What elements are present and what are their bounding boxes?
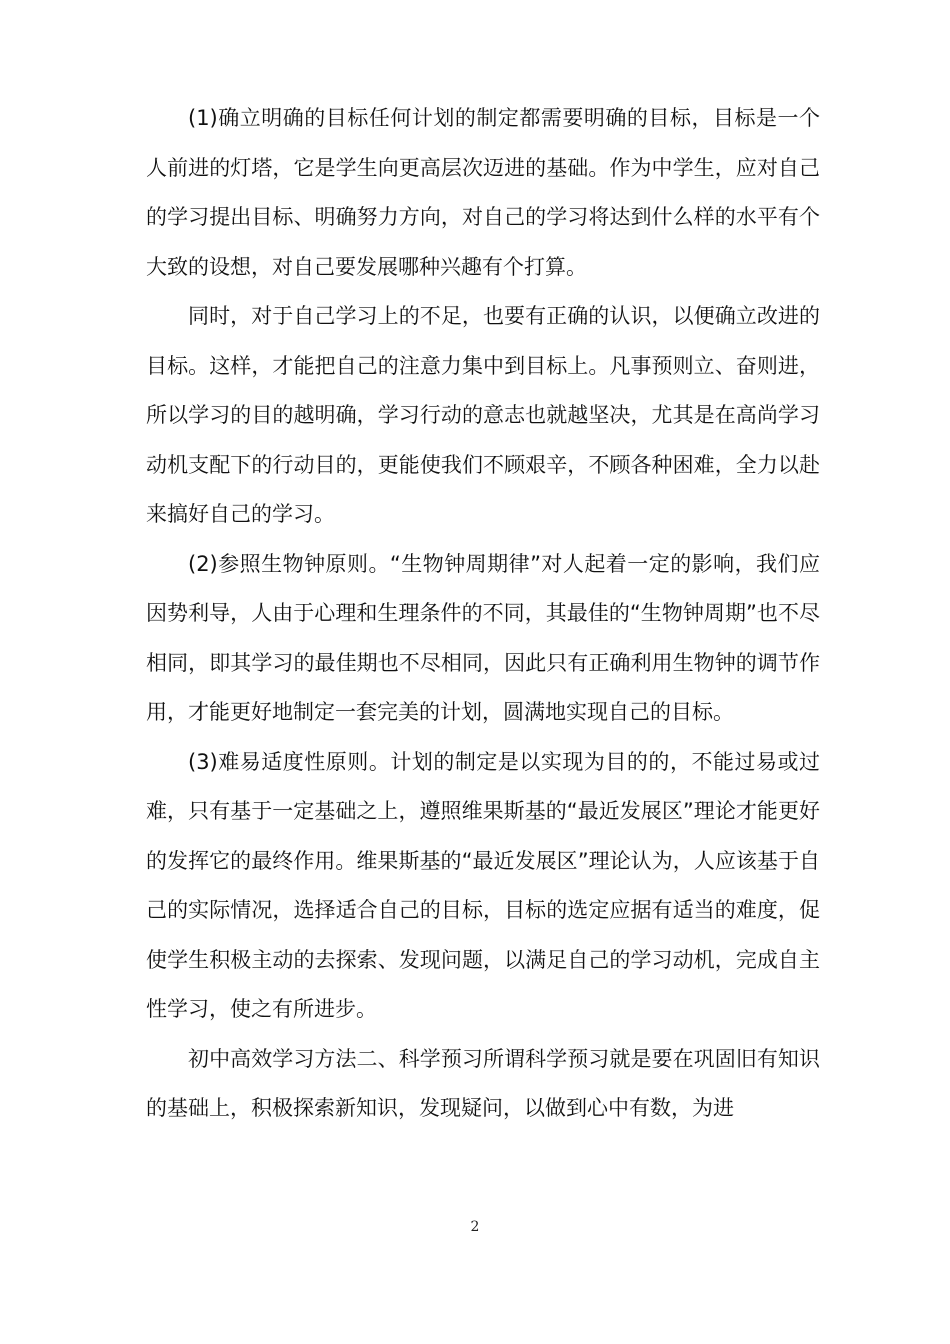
paragraph-goal-setting: (1)确立明确的目标任何计划的制定都需要明确的目标，目标是一个人前进的灯塔，它是学生向更高层次迈进的基础。作为中学生，应对自己的学习提出目标、明确努力方向，对自己的学习将达到什么样的水平有个大致的设想，对自己要发展哪种兴趣有个打算。 <box>146 106 820 279</box>
page-number: 2 <box>470 1219 480 1235</box>
paragraph-scientific-preview: 初中高效学习方法二、科学预习所谓科学预习就是要在巩固旧有知识的基础上，积极探索新知识，发现疑问，以做到心中有数，为进 <box>146 1046 820 1120</box>
paragraph-difficulty-principle: (3)难易适度性原则。计划的制定是以实现为目的的，不能过易或过难，只有基于一定基础之上，遵照维果斯基的“最近发展区”理论才能更好的发挥它的最终作用。维果斯基的“最近发展区”理论认为，人应该基于自己的实际情况，选择适合自己的目标，目标的选定应据有适当的难度，促使学生积极主动的去探索、发现问题，以满足自己的学习动机，完成自主性学习，使之有所进步。 <box>146 749 820 1021</box>
paragraph-shortcomings: 同时，对于自己学习上的不足，也要有正确的认识，以便确立改进的目标。这样，才能把自己的注意力集中到目标上。凡事预则立、奋则进，所以学习的目的越明确，学习行动的意志也就越坚决，尤其是在高尚学习动机支配下的行动目的，更能使我们不顾艰辛，不顾各种困难，全力以赴来搞好自己的学习。 <box>146 304 820 526</box>
paragraph-biological-clock: (2)参照生物钟原则。“生物钟周期律”对人起着一定的影响，我们应因势利导，人由于心理和生理条件的不同，其最佳的“生物钟周期”也不尽相同，即其学习的最佳期也不尽相同，因此只有正确利用生物钟的调节作用，才能更好地制定一套完美的计划，圆满地实现自己的目标。 <box>146 551 820 724</box>
document-body <box>146 94 820 1134</box>
